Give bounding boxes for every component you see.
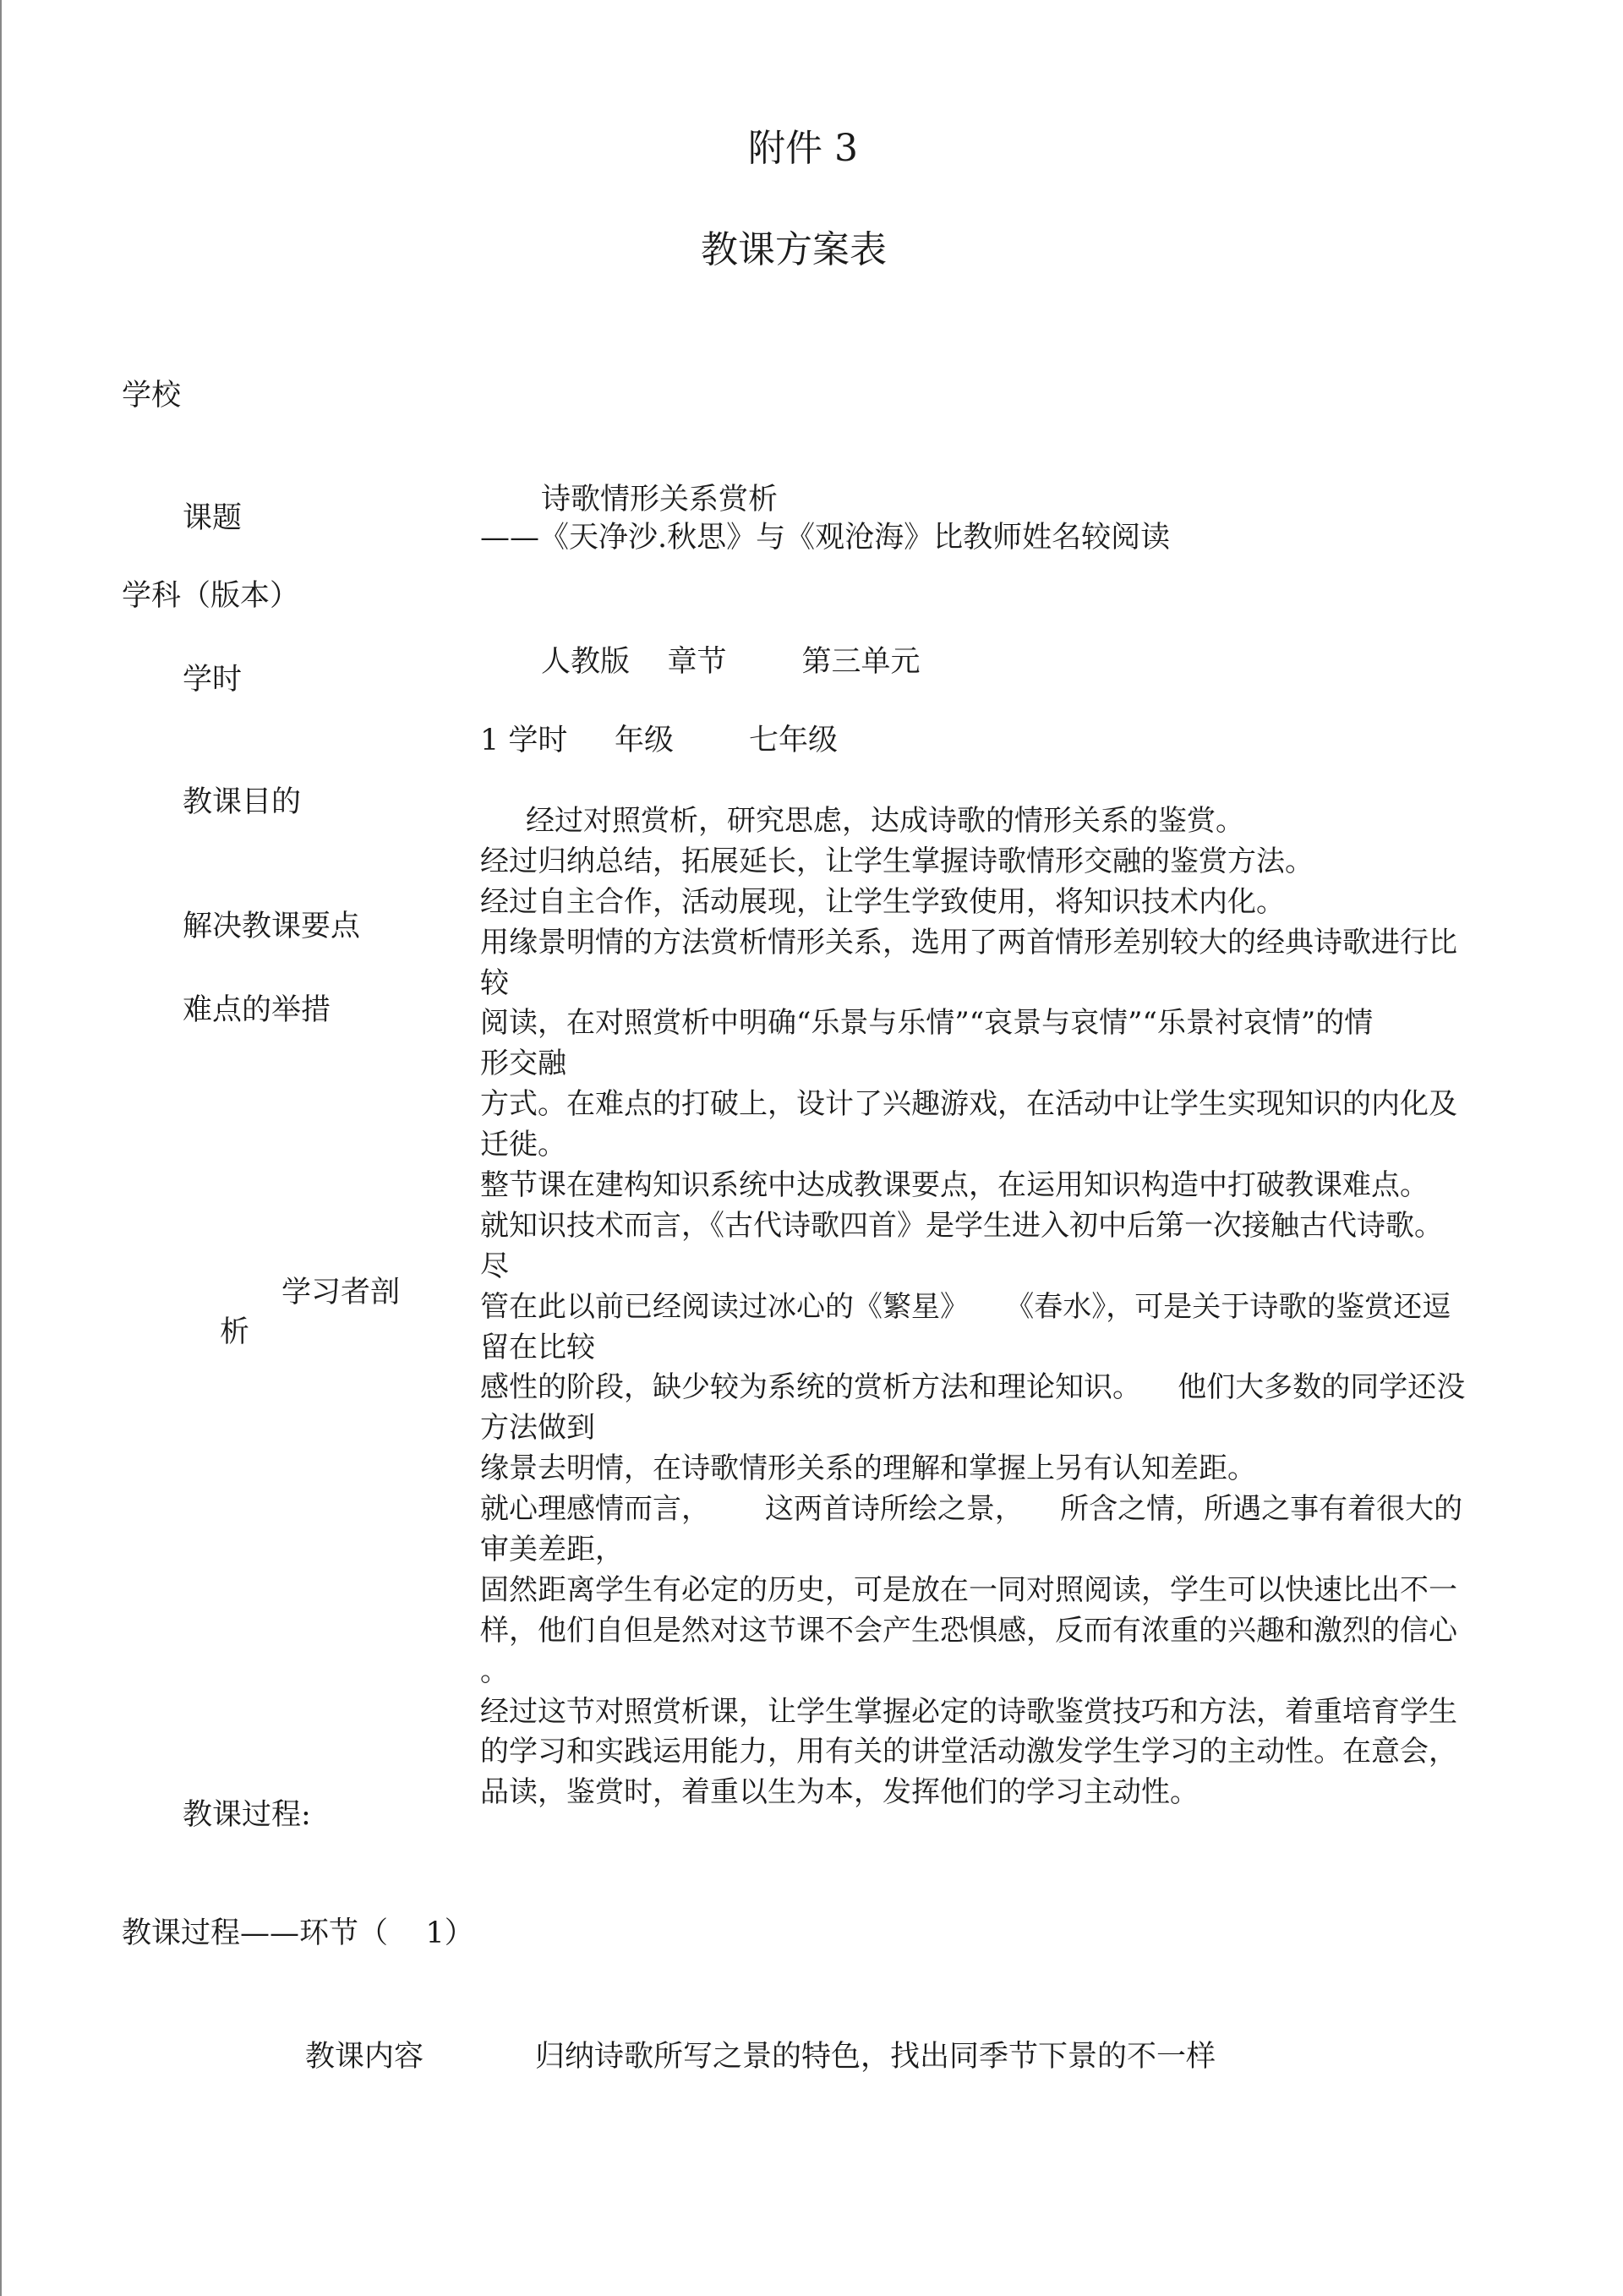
body-line: 感性的阶段，缺少较为系统的赏析方法和理论知识。 他们大多数的同学还没 [480, 1370, 1466, 1405]
label-hours: 学时 [183, 663, 243, 697]
topic-line-2: ——《天净沙.秋思》与《观沧海》比教师姓名较阅读 [480, 521, 1171, 555]
body-line: 经过这节对照赏析课，让学生掌握必定的诗歌鉴赏技巧和方法，着重培育学生 [480, 1694, 1457, 1729]
body-line: 经过对照赏析，研究思虑，达成诗歌的情形关系的鉴赏。 [480, 804, 1245, 838]
label-process: 教课过程: [183, 1798, 311, 1832]
body-line: 管在此以前已经阅读过冰心的《繁星》 《春水》，可是关于诗歌的鉴赏还逗 [480, 1289, 1451, 1324]
topic-line-1: 诗歌情形关系赏析 [541, 483, 779, 517]
label-learner-line2: 析 [220, 1315, 250, 1349]
body-line: 缘景去明情，在诗歌情形关系的理解和掌握上另有认知差距。 [480, 1451, 1256, 1486]
body-line: 审美差距， [480, 1533, 624, 1567]
page-title: 教课方案表 [701, 228, 887, 271]
label-topic: 课题 [183, 501, 243, 535]
label-method-line2: 难点的举措 [183, 993, 331, 1027]
label-objective: 教课目的 [183, 785, 302, 819]
body-line: 阅读，在对照赏析中明确“乐景与乐情”“哀景与哀情”“乐景衬哀情”的情 [480, 1006, 1374, 1041]
content-value: 归纳诗歌所写之景的特色，找出同季节下景的不一样 [535, 2040, 1216, 2074]
label-method-line1: 解决教课要点 [183, 910, 361, 943]
body-line: 迁徙。 [480, 1128, 566, 1162]
body-line: 方法做到 [480, 1411, 595, 1446]
hours-row: 1 学时 年级 七年级 [480, 724, 839, 757]
section-heading: 教课过程——环节（ 1） [122, 1916, 474, 1950]
attachment-label: 附件 3 [748, 127, 858, 170]
body-line: 固然距离学生有必定的历史，可是放在一同对照阅读，学生可以快速比出不一 [480, 1572, 1457, 1607]
body-line: 留在比较 [480, 1330, 595, 1364]
body-line: 的学习和实践运用能力，用有关的讲堂活动激发学生学习的主动性。在意会， [480, 1735, 1457, 1769]
body-line: 样，他们自但是然对这节课不会产生恐惧感，反而有浓重的兴趣和激烈的信心 [480, 1613, 1457, 1648]
body-line: 形交融 [480, 1047, 566, 1081]
page-border [0, 0, 2, 2296]
body-line: 经过自主合作，活动展现，让学生学致使用，将知识技术内化。 [480, 884, 1285, 919]
body-line: 就心理感情而言， 这两首诗所绘之景， 所含之情，所遇之事有着很大的 [480, 1492, 1463, 1527]
body-line: 。 [480, 1654, 509, 1688]
body-line: 尽 [480, 1249, 509, 1283]
body-line: 用缘景明情的方法赏析情形关系，选用了两首情形差别较大的经典诗歌进行比 [480, 925, 1457, 959]
body-line: 就知识技术而言，《古代诗歌四首》是学生进入初中后第一次接触古代诗歌。 [480, 1208, 1443, 1243]
body-line: 较 [480, 965, 509, 1000]
body-line: 方式。在难点的打破上，设计了兴趣游戏，在活动中让学生实现知识的内化及 [480, 1087, 1457, 1122]
label-learner-line1: 学习者剖 [281, 1276, 401, 1309]
body-line: 经过归纳总结，拓展延长，让学生掌握诗歌情形交融的鉴赏方法。 [480, 844, 1314, 878]
content-label: 教课内容 [305, 2040, 424, 2074]
body-text [480, 801, 1520, 1813]
label-school: 学校 [122, 379, 182, 413]
body-line: 整节课在建构知识系统中达成教课要点，在运用知识构造中打破教课难点。 [480, 1168, 1429, 1203]
edition-row: 人教版 章节 第三单元 [541, 645, 921, 679]
label-subject: 学科（版本） [122, 579, 300, 613]
body-line: 品读，鉴赏时，着重以生为本，发挥他们的学习主动性。 [480, 1775, 1199, 1810]
